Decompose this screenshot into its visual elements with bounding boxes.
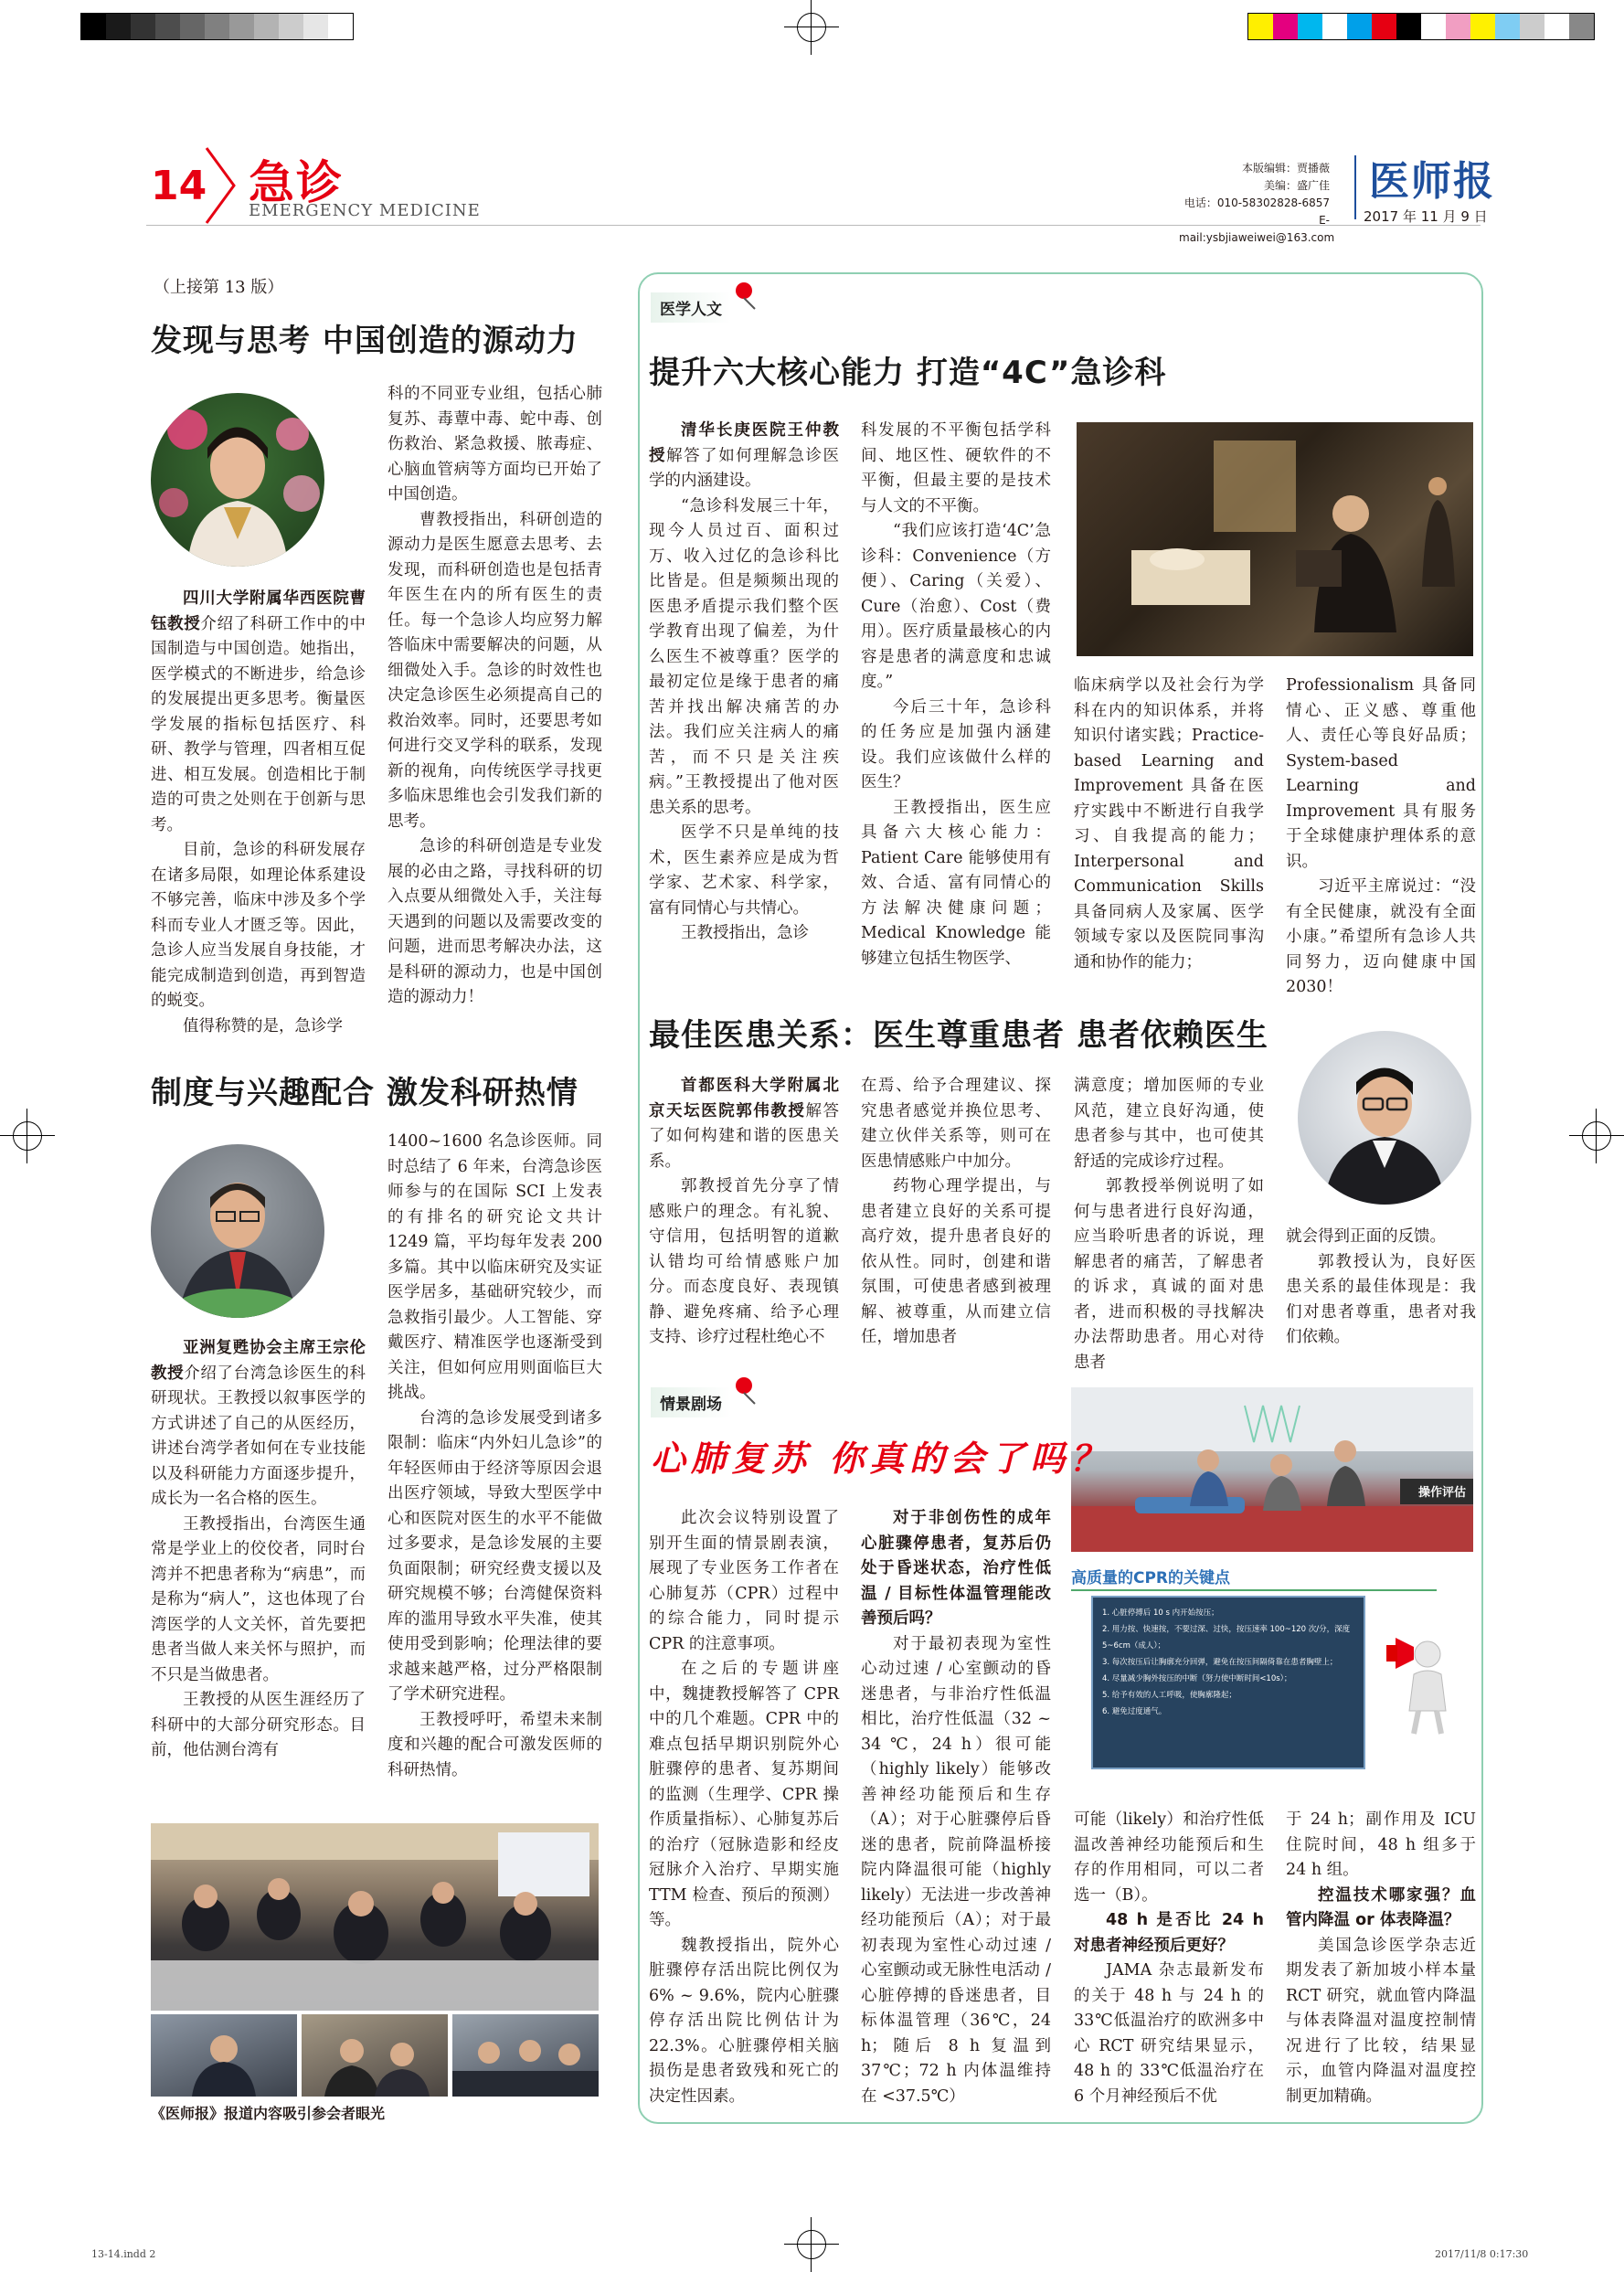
- designer-name: 美编：盛广佳: [1263, 179, 1330, 192]
- continued-note: （上接第 13 版）: [154, 278, 284, 297]
- cpr-drama-photo: [1071, 1387, 1473, 1552]
- photo-overlay-text: 操作评估: [1417, 1486, 1466, 1500]
- registration-mark-right: [1569, 1109, 1624, 1163]
- article3-col4-paragraph2: 习近平主席说过：“没有全民健康，就没有全面小康。”希望所有急诊人共同努力，迈向健康中国 2030！: [1286, 877, 1476, 996]
- color-calibration-bar: [1247, 13, 1595, 40]
- pushpin-icon-2: [731, 1375, 762, 1406]
- article4-column2: [861, 1074, 1051, 1351]
- article1-column2: [387, 382, 602, 1011]
- conference-photo-small-3: [452, 2014, 599, 2097]
- conference-photo-main: [151, 1823, 599, 2011]
- article5-paragraph3: 魏教授指出，院外心脏骤停存活出院比例仅为 6% ~ 9.6%，院内心脏骤停存活出院比例估计为 22.3%。心脏骤停相关脑损伤是患者致残和死亡的决定性因素。: [649, 1936, 839, 2106]
- article1-col2-paragraph1: 科的不同亚专业组，包括心肺复苏、毒蕈中毒、蛇中毒、创伤救治、紧急救援、脓毒症、心脑血管病等方面均已开始了中国创造。: [387, 385, 602, 504]
- article1-col2-paragraph3: 急诊的科研创造是专业发展的必由之路，寻找科研的切入点要从细微处入手，关注每天遇到的问题以及需要改变的问题，进而思考解决办法，这是科研的源动力，也是中国创造的源动力！: [387, 837, 602, 1006]
- page-number: 14: [151, 163, 207, 209]
- article5-col4-paragraph2: 美国急诊医学杂志近期发表了新加坡小样本量 RCT 研究，就血管内降温与体表降温对温度控制情况进行了比较，结果显示，血管内降温对温度控制更加精确。: [1286, 1936, 1476, 2106]
- editor-name: 本版编辑：贾播薇: [1241, 162, 1330, 175]
- article3-paragraph3: 医学不只是单纯的技术，医生素养应是成为哲学家、艺术家、科学家，富有同情心与共情心。: [649, 823, 839, 918]
- article2-title: 制度与兴趣配合 激发科研热情: [151, 1075, 578, 1111]
- article3-intro: 解答了如何理解急诊医学的内涵建设。: [649, 446, 840, 490]
- article5-question2: 48 h 是否比 24 h 对患者神经预后更好？: [1074, 1911, 1264, 1955]
- cpr-keypoints-list: [1091, 1596, 1365, 1769]
- article4-intro-lead: 首都医科大学附属北京天坛医院郭伟教授: [649, 1077, 839, 1120]
- section-tag-drama: 情景剧场: [651, 1387, 731, 1417]
- article4-column1: [649, 1074, 839, 1351]
- cpr-item-3: 3. 每次按压后让胸廓充分回弹，避免在按压间隔倚靠在患者胸壁上；: [1102, 1658, 1338, 1667]
- pushpin-icon: [731, 280, 762, 311]
- masthead-divider: [1354, 155, 1356, 219]
- article1-paragraph3: 值得称赞的是，急诊学: [183, 1016, 343, 1035]
- article3-column3: [1074, 674, 1264, 975]
- article1-portrait: [151, 393, 324, 567]
- article5-column4: [1286, 1808, 1476, 2109]
- cpr-item-4: 4. 尽量减少胸外按压的中断（努力使中断时间<10s）；: [1102, 1674, 1292, 1683]
- article3-column1: [649, 419, 839, 947]
- cpr-item-6: 6. 避免过度通气。: [1102, 1707, 1167, 1716]
- doctor-painting: [1077, 422, 1473, 656]
- section-tag-humanities: 医学人文: [651, 292, 731, 323]
- article5-col3-paragraph2: JAMA 杂志最新发布的关于 48 h 与 24 h 的 33℃低温治疗的欧洲多中心 RCT 研究结果显示，48 h 的 33℃低温治疗在 6 个月神经预后不优: [1074, 1961, 1264, 2106]
- editor-info: [1179, 160, 1335, 247]
- article5-paragraph1: 此次会议特别设置了别开生面的情景剧表演，展现了专业医务工作者在心肺复苏（CPR）过程中的综合能力，同时提示 CPR 的注意事项。: [649, 1509, 839, 1653]
- article1-column1: [151, 587, 366, 1039]
- cpr-item-1: 1. 心脏停搏后 10 s 内开始按压；: [1102, 1608, 1219, 1618]
- article2-column2: [387, 1130, 602, 1783]
- article5-title: 心肺复苏 你真的会了吗？: [651, 1438, 1111, 1479]
- article2-col2-paragraph1: 1400~1600 名急诊医师。同时总结了 6 年来，台湾急诊医师参与的在国际 SCI 上发表的有排名的研究论文共计 1249 篇，平均每年发表 200 多篇。其中以临床研究及实证医学居多，基础研究较少，而急救指引最少。人工智能、穿戴医疗、精准医学也逐渐受到关注，但如何应用则面临巨大挑战。: [387, 1132, 602, 1402]
- article5-column1: [649, 1506, 839, 2109]
- section-subtitle: EMERGENCY MEDICINE: [249, 201, 481, 220]
- article3-col4-paragraph1: Professionalism 具备同情心、正义感、尊重他人、责任心等良好品质；System-based Learning and Improvement 具有服务于全球健康护理体系的意识。: [1286, 676, 1476, 871]
- article5-col3-paragraph1: 可能（likely）和治疗性低温改善神经功能预后和生存的作用相同，可以二者选一（B）。: [1074, 1810, 1264, 1905]
- conference-photo-small-2: [302, 2014, 448, 2097]
- article1-paragraph2: 目前，急诊的科研发展存在诸多局限，如理论体系建设不够完善，临床中涉及多个学科而专业人才匮乏等。因此，急诊人应当发展自身技能，才能完成制造到创造，再到智造的蜕变。: [151, 841, 366, 1010]
- article3-col2-paragraph1: 科发展的不平衡包括学科间、地区性、硬软件的不平衡，但最主要的是技术与人文的不平衡。: [861, 421, 1051, 515]
- issue-date: 2017 年 11 月 9 日: [1364, 208, 1488, 225]
- article5-question1: 对于非创伤性的成年心脏骤停患者，复苏后仍处于昏迷状态，治疗性低温 / 目标性体温管理能改善预后吗？: [861, 1509, 1051, 1628]
- cpr-item-2: 2. 用力按、快速按，不要过深、过快，按压速率 100~120 次/分，深度 5~6cm（成人）；: [1102, 1625, 1351, 1651]
- article2-column1: [151, 1336, 366, 1764]
- article2-col2-paragraph3: 王教授呼吁，希望未来制度和兴趣的配合可激发医师的科研热情。: [387, 1710, 602, 1779]
- section-title: 急诊: [249, 156, 344, 209]
- registration-mark-left: [0, 1109, 55, 1163]
- article4-column3: [1074, 1074, 1264, 1375]
- registration-mark-bottom: [784, 2217, 839, 2272]
- article5-col4-paragraph1: 于 24 h；副作用及 ICU 住院时间，48 h 组多于 24 h 组。: [1286, 1810, 1476, 1879]
- article2-intro: 介绍了台湾急诊医生的科研现状。王教授以叙事医学的方式讲述了自己的从医经历，讲述台湾学者如何在专业技能以及科研能力方面逐步提升，成长为一名合格的医生。: [151, 1364, 366, 1508]
- article4-col4-paragraph2: 郭教授认为，良好医患关系的最佳体现是：我们对患者尊重，患者对我们依赖。: [1286, 1252, 1476, 1346]
- article5-paragraph2: 在之后的专题讲座中，魏捷教授解答了 CPR 中的几个难题。CPR 中的难点包括早期识别院外心脏骤停的患者、复苏期间的监测（生理学、CPR 操作质量指标）、心肺复苏后的治疗（冠脉造影和经皮冠脉介入治疗、早期实施 TTM 检查、预后的预测）等。: [649, 1660, 839, 1929]
- article2-intro-lead: 亚洲复甦协会主席王宗伦教授: [151, 1339, 366, 1383]
- header-chevron-icon: [203, 146, 239, 225]
- article3-col2-paragraph3: 今后三十年，急诊科的任务应是加强内涵建设。我们应该做什么样的医生？: [861, 697, 1051, 791]
- conference-photo-small-1: [151, 2014, 297, 2097]
- article3-title: 提升六大核心能力 打造“4C”急诊科: [649, 355, 1167, 391]
- article5-column2: [861, 1506, 1051, 2109]
- article4-intro: 解答了如何构建和谐的医患关系。: [649, 1101, 840, 1171]
- megaphone-figure-icon: [1377, 1619, 1469, 1738]
- grayscale-calibration-bar: [80, 13, 354, 40]
- article2-paragraph3: 王教授的从医生涯经历了科研中的大部分研究形态。目前，他估测台湾有: [151, 1691, 366, 1759]
- cpr-item-5: 5. 给予有效的人工呼吸，使胸廓隆起；: [1102, 1691, 1237, 1700]
- article4-column4: [1286, 1225, 1476, 1351]
- file-timestamp: 2017/11/8 0:17:30: [1435, 2248, 1529, 2260]
- cpr-keypoints-box: [1071, 1565, 1473, 1771]
- article2-col2-paragraph2: 台湾的急诊发展受到诸多限制：临床“内外妇儿急诊”的年轻医师由于经济等原因会退出医疗领域，导致大型医学中心和医院对医生的水平不能做过多要求，是急诊发展的主要负面限制；研究经费支援以及研究规模不够；台湾健保资料库的滥用导致水平失准，使其使用受到影响；伦理法律的要求越来越严格，过分严格限制了学术研究进程。: [387, 1408, 602, 1704]
- article4-col2-paragraph2: 药物心理学提出，与患者建立良好的关系可提高疗效，提升患者良好的依从性。同时，创建和谐氛围，可使患者感到被理解、被尊重，从而建立信任，增加患者: [861, 1177, 1051, 1346]
- article3-column2: [861, 419, 1051, 971]
- article1-title: 发现与思考 中国创造的源动力: [151, 323, 578, 359]
- article1-intro: 介绍了科研工作中的中国制造与中国创造。她指出，医学模式的不断进步，给急诊的发展提出更多思考。衡量医学发展的指标包括医疗、科研、教学与管理，四者相互促进、相互发展。创造相比于制造的可贵之处则在于创新与思考。: [151, 614, 366, 834]
- article3-paragraph2: “急诊科发展三十年，现今人员过百、面积过万、收入过亿的急诊科比比皆是。但是频频出现的医患矛盾提示我们整个医学教育出现了偏差，为什么医生不被尊重？医学的最初定位是缘于患者的痛苦并找出解决痛苦的办法。我们应关注病人的痛苦，而不只是关注疾病。”王教授提出了他对医患关系的思考。: [649, 496, 839, 817]
- article5-col2-paragraph1: 对于最初表现为室性心动过速 / 心室颤动的昏迷患者，与非治疗性低温相比，治疗性低温（32 ~ 34 ℃，24 h）很可能（highly likely）能够改善神经功能预后和生存（A）；对于心脏骤停后昏迷的患者，院前降温桥接院内降温很可能（highly likely）无法进一步改善神经功能预后（A）；对于最初表现为室性心动过速 / 心室颤动或无脉性电活动 / 心脏停搏的昏迷患者，目标体温管理（36℃，24 h；随后 8 h 复温到 37℃；72 h 内体温维持在 <37.5℃）: [861, 1634, 1051, 2106]
- article2-paragraph2: 王教授指出，台湾医生通常是学业上的佼佼者，同时台湾并不把患者称为“病患”，而是称为“病人”，这也体现了台湾医学的人文关怀，首先要把患者当做人来关怀与照护，而不只是当做患者。: [151, 1514, 366, 1684]
- article4-paragraph2: 郭教授首先分享了情感账户的理念。有礼貌、守信用，包括明智的道歉认错均可给情感账户加分。而态度良好、表现镇静、避免疼痛、给予心理支持、诊疗过程杜绝心不: [649, 1177, 839, 1346]
- article4-col3-paragraph1: 满意度；增加医师的专业风范，建立良好沟通，使患者参与其中，也可使其舒适的完成诊疗过程。: [1074, 1077, 1264, 1171]
- article3-col3-paragraph: 临床病学以及社会行为学科在内的知识体系，并将知识付诸实践；Practice-based Learning and Improvement 具备在医疗实践中不断进行自我学习、自我提高的能力；Interpersonal and Communication Skills 具备同病人及家属、医学领域专家以及医院同事沟通和协作的能力；: [1074, 676, 1264, 971]
- contact-email: E-mail:ysbjiaweiwei@163.com: [1179, 214, 1335, 244]
- article4-portrait: [1298, 1031, 1471, 1205]
- cpr-box-title: 高质量的CPR的关键点: [1071, 1565, 1437, 1591]
- article4-col2-paragraph1: 在焉、给予合理建议、探究患者感觉并换位思考、建立伙伴关系等，则可在医患情感账户中加分。: [861, 1077, 1051, 1171]
- article3-intro-lead: 清华长庚医院王仲教授: [649, 421, 839, 465]
- article2-portrait: [151, 1144, 324, 1318]
- article1-col2-paragraph2: 曹教授指出，科研创造的源动力是医生愿意去思考、去发现，而科研创造也是包括青年医生在内的所有医生的责任。每一个急诊人均应努力解答临床中需要解决的问题，从细微处入手。急诊的时效性也决定急诊医生必须提高自己的救治效率。同时，还要思考如何进行交叉学科的联系，发现新的视角，向传统医学寻找更多临床思维也会引发我们新的思考。: [387, 510, 602, 831]
- article4-col4-paragraph1: 就会得到正面的反馈。: [1286, 1227, 1446, 1246]
- paper-logo: 医师报: [1369, 158, 1495, 205]
- contact-phone: 电话：010-58302828-6857: [1184, 196, 1330, 209]
- article4-title: 最佳医患关系：医生尊重患者 患者依赖医生: [649, 1017, 1268, 1054]
- article5-column3: [1074, 1808, 1264, 2109]
- article4-col3-paragraph2: 郭教授举例说明了如何与患者进行良好沟通，应当聆听患者的诉说，理解患者的痛苦，了解患者的诉求，真诚的面对患者，进而积极的寻找解决办法帮助患者。用心对待患者: [1074, 1177, 1264, 1372]
- article3-paragraph4: 王教授指出，急诊: [681, 924, 809, 942]
- article5-question3: 控温技术哪家强？血管内降温 or 体表降温？: [1286, 1885, 1476, 1929]
- file-slug: 13-14.indd 2: [91, 2248, 156, 2260]
- registration-mark-top: [784, 0, 839, 55]
- article3-column4: [1286, 674, 1476, 1001]
- article3-col2-paragraph2: “我们应该打造‘4C’急诊科：Convenience（方便）、Caring（关爱）、Cure（治愈）、Cost（费用）。医疗质量最核心的内容是患者的满意度和忠诚度。”: [861, 522, 1051, 691]
- article1-intro-lead: 四川大学附属华西医院曹钰教授: [151, 589, 366, 633]
- photo-caption: 《医师报》报道内容吸引参会者眼光: [151, 2105, 386, 2122]
- article3-col2-paragraph4: 王教授指出，医生应具备六大核心能力：Patient Care 能够使用有效、合适、富有同情心的方法解决健康问题；Medical Knowledge 能够建立包括生物医学、: [861, 798, 1051, 968]
